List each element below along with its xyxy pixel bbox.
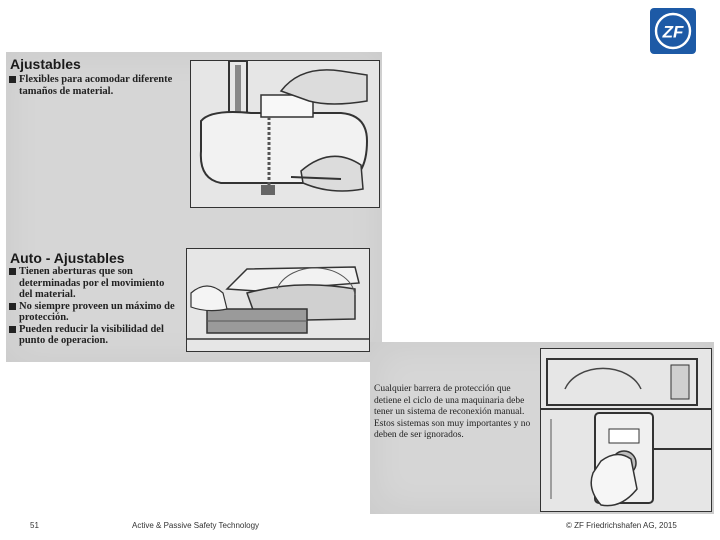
reset-button-illustration: [540, 348, 712, 512]
self-adjusting-guard-illustration: [186, 248, 370, 352]
auto-ajustables-bullets: [9, 266, 179, 347]
reset-explanation-text: Cualquier barrera de protección que detiene el ciclo de una maquinaria debe tener un sistema de reconexión manual. Estos sistemas son muy importantes y no deben de ser ignorados.: [374, 384, 531, 440]
heading-auto-ajustables: Auto - Ajustables: [10, 250, 125, 266]
band-saw-illustration: [190, 60, 380, 208]
logo-text: ZF: [662, 22, 684, 42]
page-number: 51: [30, 521, 39, 530]
list-item: Pueden reducir la visibilidad del punto de operacion.: [9, 324, 179, 347]
copyright: © ZF Friedrichshafen AG, 2015: [566, 521, 677, 530]
heading-ajustables: Ajustables: [10, 56, 81, 72]
presentation-title: Active & Passive Safety Technology: [132, 521, 260, 530]
list-item: Tienen aberturas que son determinadas por el movimiento del material.: [9, 266, 179, 301]
list-item: Flexibles para acomodar diferente tamaños de material.: [9, 74, 179, 97]
zf-logo: [650, 8, 696, 54]
ajustables-bullets: [9, 74, 179, 97]
list-item: No siempre proveen un máximo de protección.: [9, 301, 179, 324]
